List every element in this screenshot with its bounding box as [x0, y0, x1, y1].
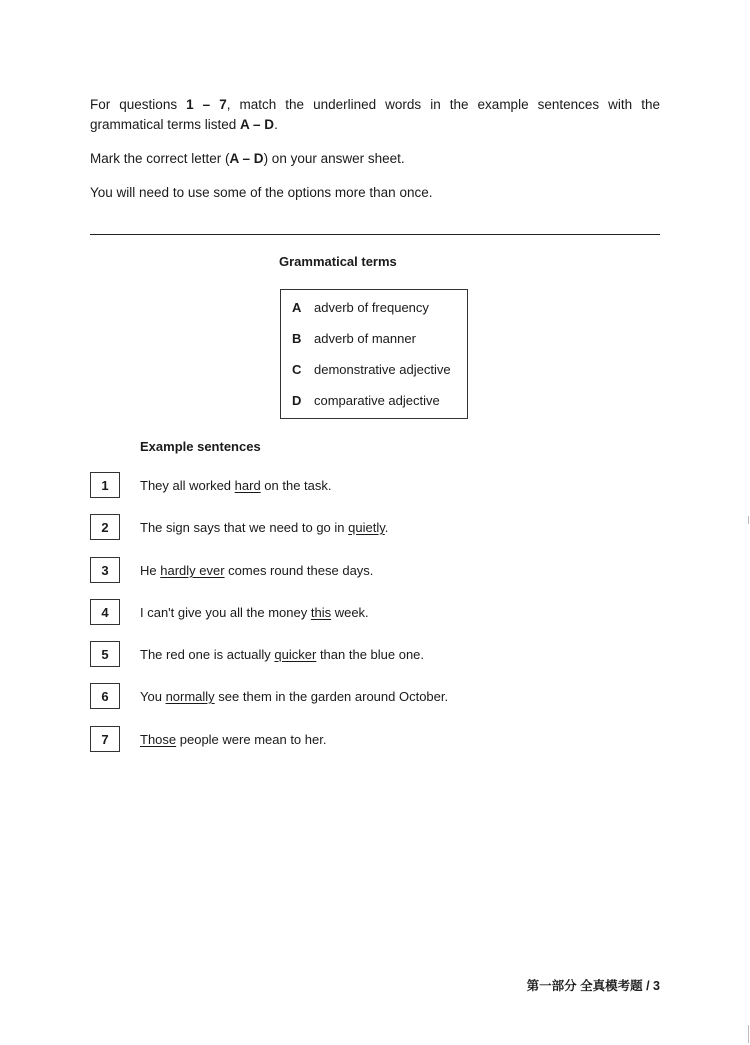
term-label: adverb of manner: [314, 331, 416, 346]
term-letter: C: [292, 362, 302, 377]
question-number-box: 2: [90, 514, 120, 540]
question-number-box: 6: [90, 683, 120, 709]
underlined-word: quicker: [274, 647, 317, 662]
question-range: 1 – 7: [186, 97, 227, 112]
example-sentence-2: [140, 520, 388, 536]
edge-mark: [748, 516, 749, 524]
sentence-text: The sign says that we need to go in: [140, 520, 349, 535]
example-sentence-4: [140, 605, 369, 621]
instruction-paragraph-2: [90, 149, 660, 169]
examples-title: Example sentences: [140, 439, 261, 454]
underlined-word: hardly ever: [160, 563, 225, 578]
question-number-box: 1: [90, 472, 120, 498]
sentence-text: than the blue one.: [316, 647, 425, 662]
term-label: demonstrative adjective: [314, 362, 451, 377]
sentence-text: on the task.: [260, 478, 332, 493]
term-item-d: [292, 393, 440, 408]
letter-range: A – D: [240, 117, 275, 132]
term-item-c: [292, 362, 451, 377]
sentence-text: You: [140, 689, 166, 704]
sentence-text: They all worked: [140, 478, 235, 493]
instruction-2-pre: Mark the correct letter (: [90, 151, 230, 166]
term-letter: A: [292, 300, 302, 315]
term-label: comparative adjective: [314, 393, 440, 408]
question-number-box: 7: [90, 726, 120, 752]
instruction-1-pre: For questions: [90, 97, 187, 112]
sentence-text: people were mean to her.: [176, 732, 327, 747]
sentence-text: comes round these days.: [224, 563, 374, 578]
underlined-word: Those: [140, 732, 177, 747]
instruction-2-post: ) on your answer sheet.: [263, 151, 405, 166]
instruction-paragraph-3: You will need to use some of the options more than once.: [90, 185, 433, 200]
instruction-2-letters: A – D: [229, 151, 264, 166]
example-sentence-5: [140, 647, 424, 663]
term-item-b: [292, 331, 416, 346]
terms-box: [280, 289, 468, 419]
section-divider: [90, 234, 660, 235]
term-item-a: [292, 300, 429, 315]
sentence-text: He: [140, 563, 161, 578]
page-footer: 第一部分 全真模考题 / 3: [526, 979, 660, 993]
example-sentence-6: [140, 689, 448, 705]
question-number-box: 5: [90, 641, 120, 667]
sentence-text: see them in the garden around October.: [214, 689, 449, 704]
sentence-text: I can't give you all the money: [140, 605, 311, 620]
term-letter: D: [292, 393, 302, 408]
example-sentence-1: [140, 478, 332, 494]
underlined-word: hard: [234, 478, 261, 493]
underlined-word: normally: [165, 689, 215, 704]
example-sentence-3: [140, 563, 373, 579]
instruction-1-end: .: [274, 117, 278, 132]
question-number-box: 3: [90, 557, 120, 583]
instruction-1-post: , match the underlined words in the example sentences with the grammatical terms listed: [90, 97, 660, 132]
sentence-text: .: [384, 520, 389, 535]
underlined-word: quietly: [348, 520, 385, 535]
question-number-box: 4: [90, 599, 120, 625]
instruction-paragraph-1: [90, 95, 660, 135]
underlined-word: this: [310, 605, 332, 620]
terms-title: Grammatical terms: [279, 254, 397, 269]
sentence-text: The red one is actually: [140, 647, 275, 662]
term-label: adverb of frequency: [314, 300, 429, 315]
sentence-text: week.: [331, 605, 369, 620]
term-letter: B: [292, 331, 302, 346]
example-sentence-7: [140, 732, 326, 748]
edge-mark: [748, 1025, 749, 1043]
